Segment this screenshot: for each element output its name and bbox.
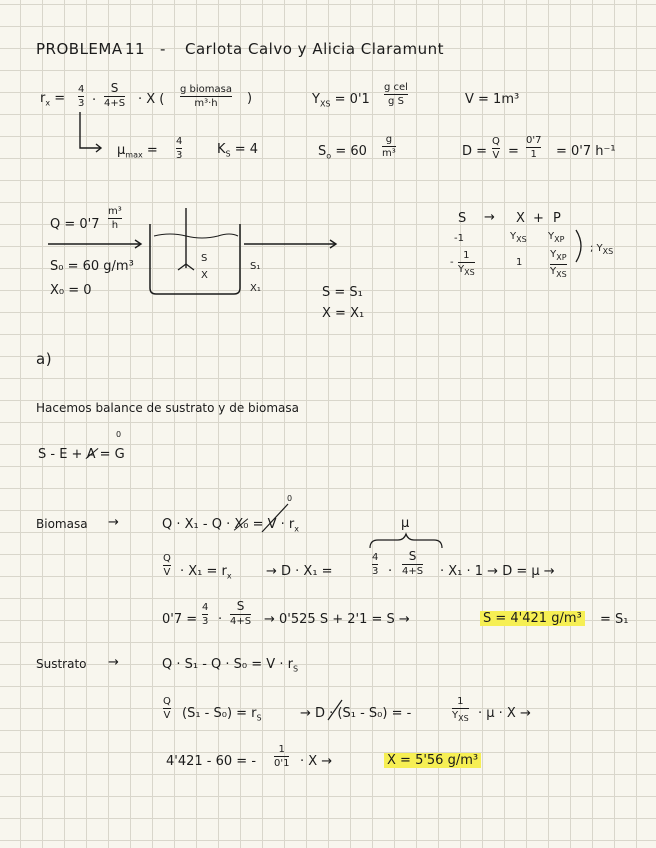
s0-unit: g m³	[382, 134, 396, 159]
dil-lhs: D =	[462, 144, 488, 159]
sustrato-l1: $Q \cdot S_1 - Q \cdot S_0 = V \cdot r_S$	[162, 657, 299, 674]
stoich-x: X	[516, 211, 525, 226]
mu-symbol: μ	[401, 516, 410, 531]
sustrato-arrow: →	[108, 655, 119, 670]
mumax-value: 4 3	[176, 136, 183, 161]
stoich-s: S	[458, 211, 467, 226]
general-balance: S - E + A = G	[38, 447, 125, 462]
sustrato-qv: Q V	[163, 696, 171, 721]
dot-2: ·	[218, 612, 223, 627]
yxs-unit: g cel g S	[384, 82, 408, 107]
rx-x: · X (	[138, 92, 165, 107]
biomasa-l3a: 0'7 =	[162, 612, 198, 627]
stoich-yxs-tag: ; $Y_{XS}$	[590, 243, 614, 256]
s0-label: $S_o = 60$	[318, 144, 367, 161]
biomasa-zero: 0	[287, 494, 293, 503]
sustrato-l2b: → D · (S₁ - S₀) = -	[300, 706, 412, 721]
sustrato-inv-yxs: 1 $Y_{XS}$	[452, 696, 469, 723]
sustrato-l3b: · X →	[300, 754, 333, 769]
stoich-minus: -	[450, 257, 454, 268]
dil-frac: 0'7 1	[526, 135, 542, 160]
rx-close: )	[247, 91, 253, 106]
part-a: a)	[36, 350, 53, 368]
stoich-inv-yxs: 1 $Y_{XS}$	[458, 250, 475, 277]
stoich-yxp: $Y_{XP}$	[548, 231, 565, 244]
result-s: S = 4'421 g/m³	[480, 611, 585, 626]
balance-text: Hacemos balance de sustrato y de biomasa	[36, 401, 299, 415]
feed-x0: X₀ = 0	[50, 283, 92, 298]
rx-lhs: $r_x$ =	[40, 91, 66, 108]
ks: $K_S = 4$	[217, 142, 259, 159]
dil-result: = 0'7 h⁻¹	[556, 144, 616, 159]
sustrato-l3a: 4'421 - 60 = -	[166, 754, 257, 769]
sustrato-label: Sustrato	[36, 657, 87, 671]
stoich-p: P	[553, 211, 561, 226]
biomasa-l3-coef: 4 3	[202, 602, 209, 627]
biomasa-l3-monod: S 4+S	[230, 599, 252, 628]
general-zero: 0	[116, 430, 122, 439]
biomasa-l3b: → 0'525 S + 2'1 = S →	[264, 612, 410, 627]
biomasa-label: Biomasa	[36, 517, 88, 531]
mumax-label: $\mu_{max}$ =	[117, 143, 158, 160]
biomasa-l2a: · $X_1 = r_x$	[180, 564, 232, 581]
biomasa-l2b: → D · X₁ =	[266, 564, 333, 579]
biomasa-monod: S 4+S	[402, 549, 424, 578]
sustrato-l2a: $(S_1 - S_0) = r_S$	[182, 706, 262, 723]
biomasa-qv: Q V	[163, 553, 171, 578]
rx-monod: S 4+S	[104, 81, 126, 110]
steady-x: X = X₁	[322, 306, 365, 321]
stoich-ratio: $Y_{XP}$ $Y_{XS}$	[550, 249, 567, 279]
stoich-arrow: →	[484, 210, 495, 225]
reactor-s: S	[201, 253, 208, 264]
stoich-one: 1	[516, 257, 523, 268]
result-s-tail: = S₁	[600, 612, 629, 627]
outlet-s1: S₁	[250, 261, 261, 272]
result-x: X = 5'56 g/m³	[384, 753, 481, 768]
biomasa-l1: Q · X₁ - Q · X₀ = $V \cdot r_x$	[162, 517, 300, 534]
rx-unit: g biomasa m³·h	[180, 84, 232, 109]
yxs-lhs: $Y_{XS} = 0'1$	[312, 92, 370, 109]
sustrato-l3-frac: 1 0'1	[274, 744, 290, 769]
biomasa-arrow: →	[108, 515, 119, 530]
rx-dot: ·	[92, 93, 97, 108]
title-dash: -	[160, 40, 166, 58]
reactor-x: X	[201, 270, 208, 281]
feed-q-unit: m³ h	[108, 206, 122, 231]
dil-eq: =	[508, 144, 519, 159]
biomasa-coef: 4 3	[372, 552, 379, 577]
dot-1: ·	[388, 564, 393, 579]
problem-number: 11	[125, 40, 146, 58]
problem-label: PROBLEMA	[36, 40, 123, 58]
stoich-plus: +	[533, 211, 544, 226]
volume: V = 1m³	[465, 92, 520, 107]
feed-q: Q = 0'7	[50, 217, 100, 232]
biomasa-l2c: · X₁ · 1 → D = μ →	[440, 564, 555, 579]
stoich-yxs: $Y_{XS}$	[510, 231, 527, 244]
rx-coef: 4 3	[78, 84, 85, 109]
feed-s0: S₀ = 60 g/m³	[50, 259, 134, 274]
steady-s: S = S₁	[322, 285, 363, 300]
outlet-x1: X₁	[250, 283, 261, 294]
sustrato-l2c: · μ · X →	[478, 706, 531, 721]
authors: Carlota Calvo y Alicia Claramunt	[185, 40, 444, 58]
dil-qv: Q V	[492, 136, 500, 161]
stoich-m1: -1	[454, 233, 464, 244]
